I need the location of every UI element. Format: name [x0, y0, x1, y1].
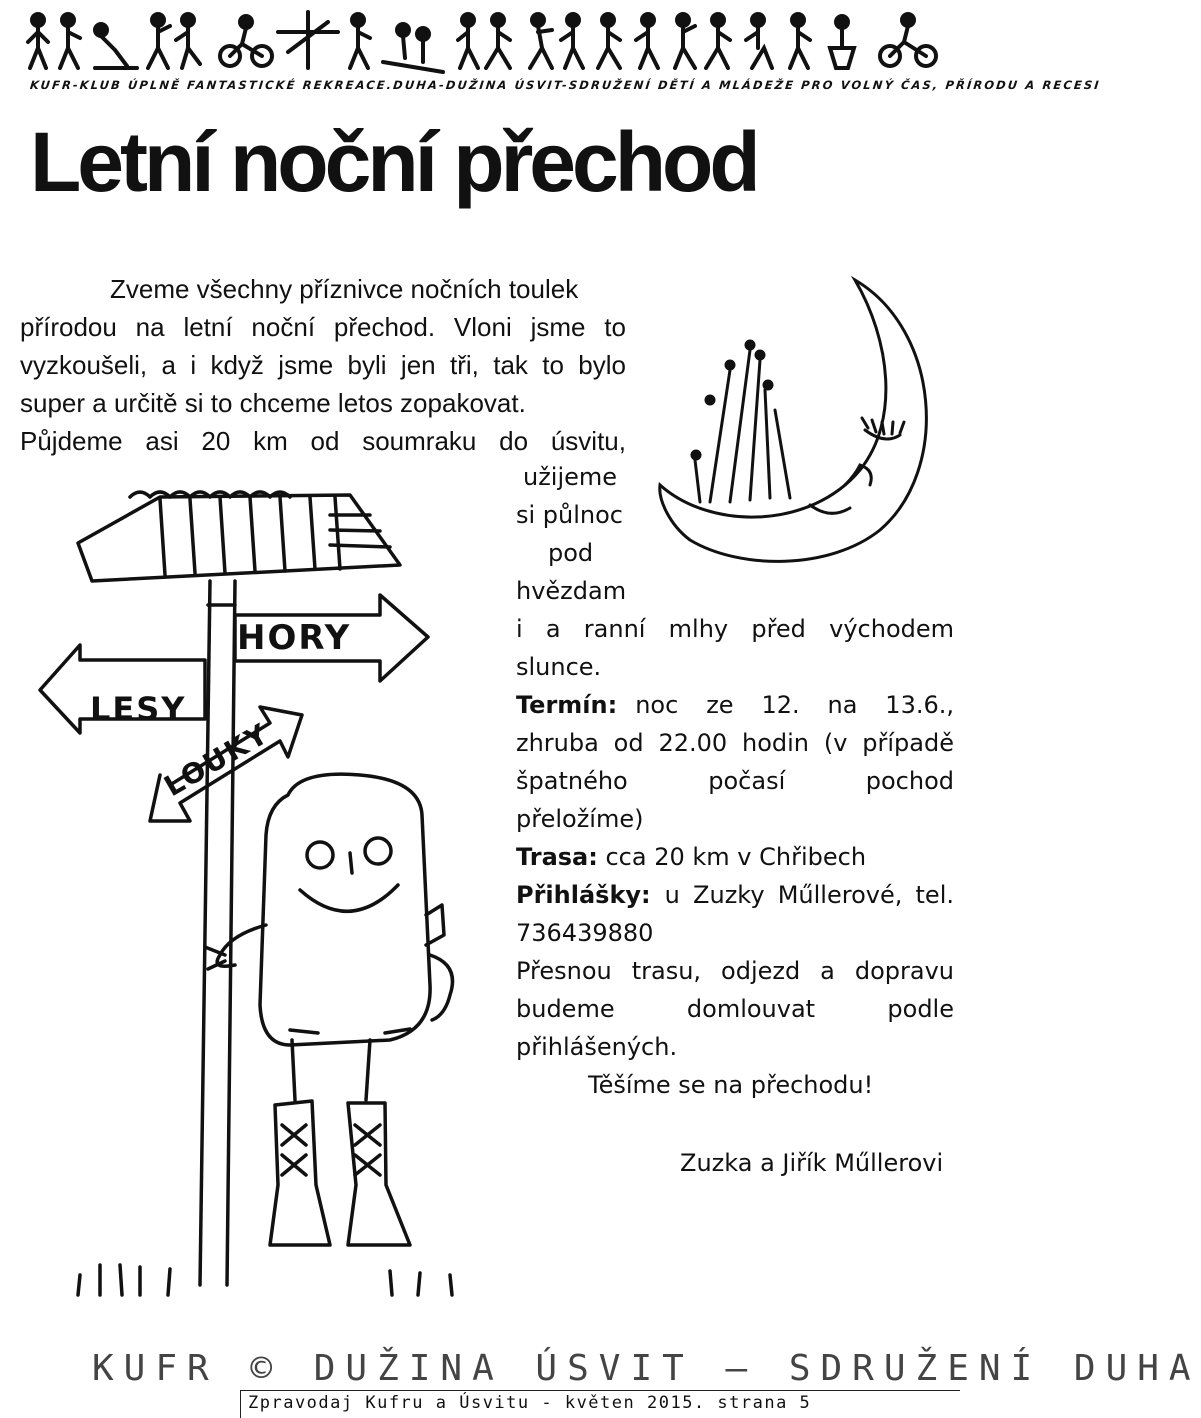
club-tagline: KUFR-KLUB ÚPLNĚ FANTASTICKÉ REKREACE.DUHA-DUŽINA ÚSVIT-SDRUŽENÍ DĚTÍ A MLÁDEŽE PRO VOLNÝ ČAS, PŘÍRODU A RECESI [29, 78, 1102, 92]
closing-line: Těšíme se na přechodu! [588, 1071, 874, 1099]
signup-line [516, 876, 954, 914]
signpost-illustration [30, 485, 500, 1325]
column-line: i a ranní mlhy před východem [516, 615, 954, 643]
column-line: přihlášených. [516, 1033, 678, 1061]
intro-line: super a určitě si to chceme letos zopakovat. [20, 388, 526, 418]
column-line: budeme domlouvat podle [516, 995, 954, 1023]
footer-issue-line: Zpravodaj Kufru a Úsvitu - květen 2015. strana 5 [248, 1393, 812, 1413]
footer-clubs: KUFR © DUŽINA ÚSVIT – SDRUŽENÍ DUHA [92, 1348, 1201, 1389]
signup-label: Přihlášky: [516, 881, 651, 909]
signature: Zuzka a Jiřík Műllerovi [680, 1149, 944, 1177]
sign-lesy: LESY [90, 690, 187, 728]
intro-line: vyzkoušeli, a i když jsme byli jen tři, tak to bylo [20, 350, 626, 380]
route-label: Trasa: [516, 843, 598, 871]
header-figures-illustration [18, 12, 948, 72]
sign-hory: HORY [237, 618, 352, 658]
column-line: slunce. [516, 653, 602, 681]
signup-value: u Zuzky Műllerové, tel. [664, 881, 954, 909]
term-line [516, 686, 954, 724]
moon-illustration [650, 270, 950, 580]
page-title: Letní noční přechod [30, 115, 757, 209]
route-value: cca 20 km v Chřibech [605, 843, 867, 871]
phone-number: 736439880 [516, 919, 654, 947]
route-line [516, 838, 866, 876]
column-line: zhruba od 22.00 hodin (v případě [516, 729, 954, 757]
column-line: pod [548, 539, 594, 567]
column-line: užijeme [523, 463, 618, 491]
term-value: noc ze 12. na 13.6., [635, 691, 954, 719]
term-label: Termín: [516, 691, 618, 719]
intro-line: Půjdeme asi 20 km od soumraku do úsvitu, [20, 426, 626, 456]
column-line: hvězdam [516, 577, 627, 605]
sign-louky: LOUKY [158, 716, 275, 803]
column-line: Přesnou trasu, odjezd a dopravu [516, 957, 954, 985]
intro-line: přírodou na letní noční přechod. Vloni jsme to [20, 312, 626, 342]
column-line: si půlnoc [516, 501, 624, 529]
intro-line: Zveme všechny příznivce nočních toulek [110, 274, 579, 304]
column-line: špatného počasí pochod [516, 767, 954, 795]
column-line: přeložíme) [516, 805, 644, 833]
